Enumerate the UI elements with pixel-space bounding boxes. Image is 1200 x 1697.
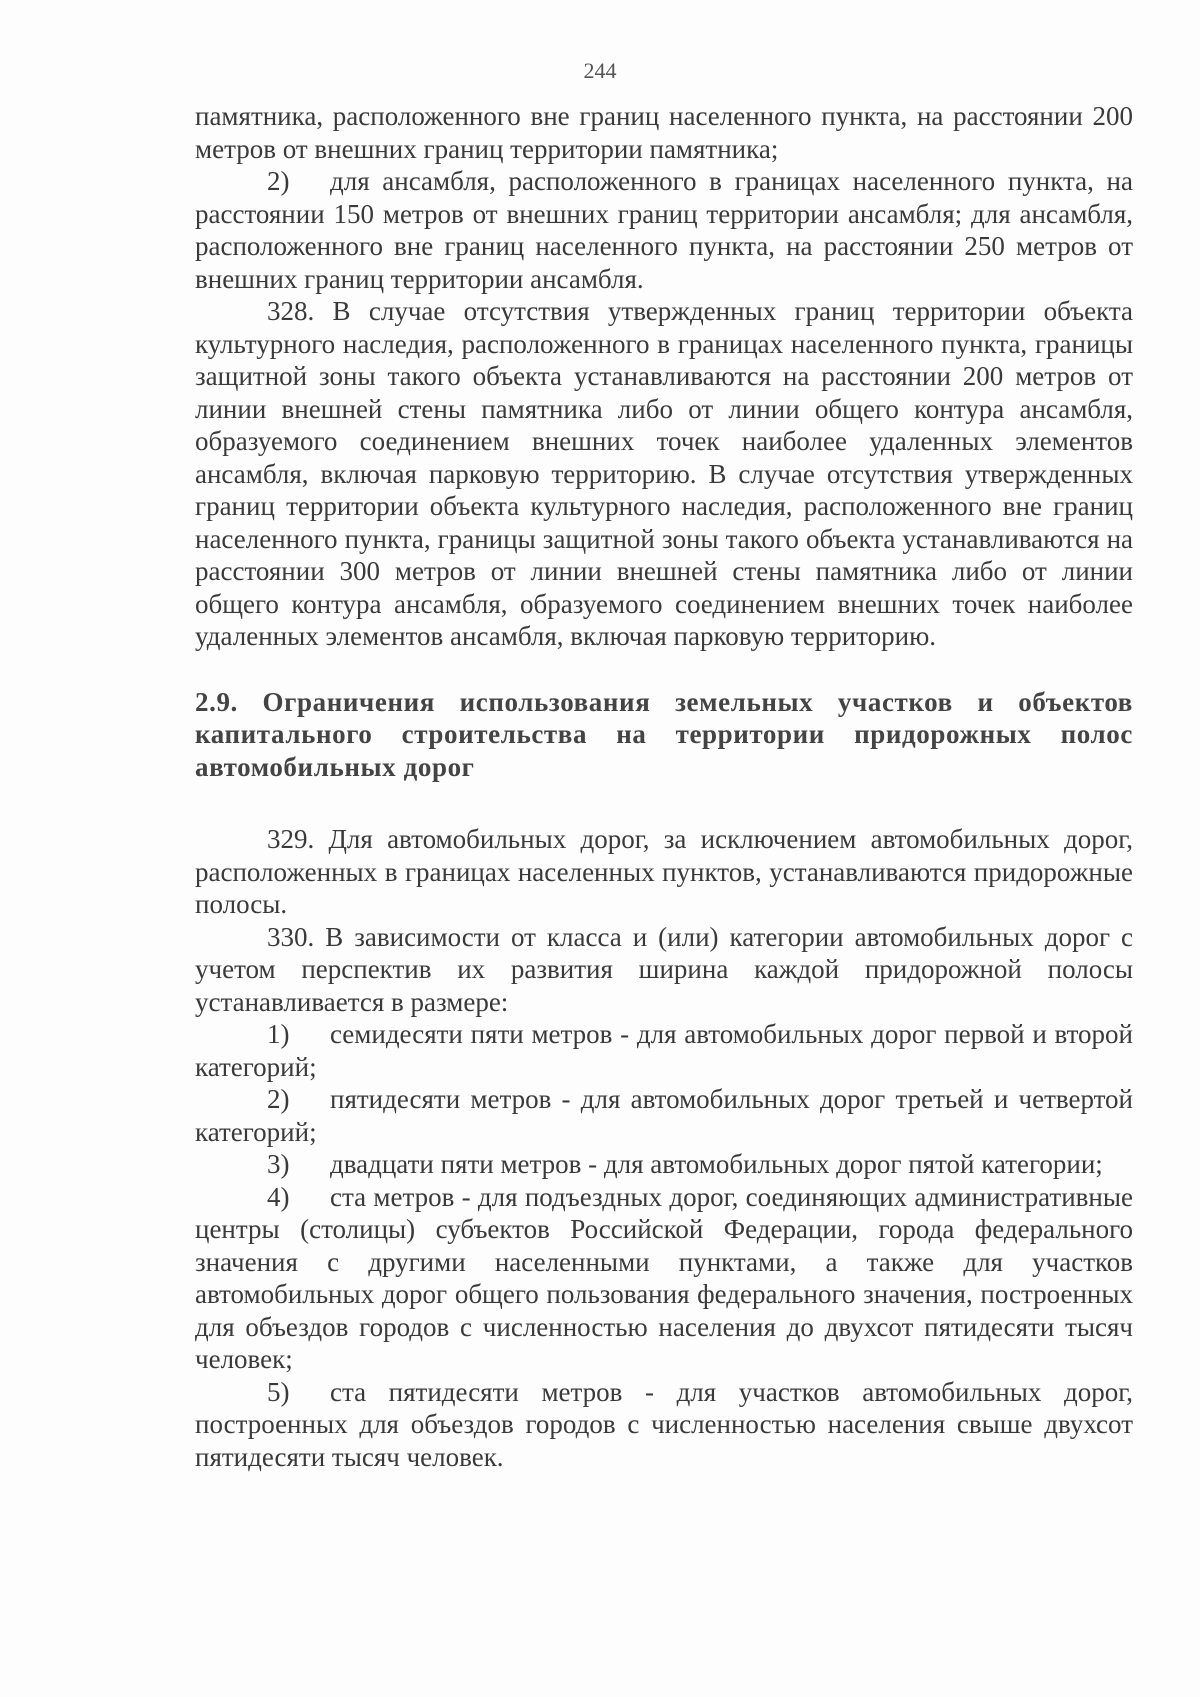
paragraphs-before — [195, 100, 1133, 653]
section-heading: 2.9. Ограничения использования земельных участков и объектов капитального строительства на территории придорожных полос автомобильных дорог — [195, 686, 1133, 782]
list-item: 1) семидесяти пяти метров - для автомобильных дорог первой и второй категорий; — [195, 1019, 1133, 1082]
page-number: 244 — [583, 58, 617, 83]
list-item: 4) ста метров - для подъездных дорог, соединяющих административные центры (столицы) субъектов Российской Федерации, города федерального значения с другими населенными пунктами, а также для участков автомобильных дорог общего пользования федерального значения, построенных для объездов городов с численностью населения до двухсот пятидесяти тысяч человек; — [195, 1181, 1133, 1374]
document-body — [195, 100, 1133, 1473]
list-item: 3) двадцати пяти метров - для автомобильных дорог пятой категории; — [267, 1149, 1103, 1179]
paragraphs-after — [195, 823, 1133, 1473]
paragraph: 329. Для автомобильных дорог, за исключением автомобильных дорог, расположенных в границах населенных пунктов, устанавливаются придорожные полосы. — [195, 824, 1133, 919]
list-item: 2) пятидесяти метров - для автомобильных дорог третьей и четвертой категорий; — [195, 1084, 1133, 1147]
paragraph: памятника, расположенного вне границ населенного пункта, на расстоянии 200 метров от внешних границ территории памятника; — [195, 101, 1133, 164]
paragraph: 330. В зависимости от класса и (или) категории автомобильных дорог с учетом перспектив их развития ширина каждой придорожной полосы устанавливается в размере: — [195, 921, 1133, 1017]
list-item: 5) ста пятидесяти метров - для участков автомобильных дорог, построенных для объездов городов с численностью населения свыше двухсот пятидесяти тысяч человек. — [195, 1376, 1133, 1472]
paragraph: 2) для ансамбля, расположенного в границах населенного пункта, на расстоянии 150 метров от внешних границ территории ансамбля; для ансамбля, расположенного вне границ населенного пункта, на расстоянии 250 метров от внешних границ территории ансамбля. — [195, 166, 1133, 294]
paragraph: 328. В случае отсутствия утвержденных границ территории объекта культурного наследия, расположенного в границах населенного пункта, границы защитной зоны такого объекта устанавливаются на расстоянии 200 метров от линии внешней стены памятника либо от линии общего контура ансамбля, образуемого соединением внешних точек наиболее удаленных элементов ансамбля, включая парковую территорию. В случае отсутствия утвержденных границ территории объекта культурного наследия, расположенного вне границ населенного пункта, границы защитной зоны такого объекта устанавливаются на расстоянии 300 метров от линии внешней стены памятника либо от линии общего контура ансамбля, образуемого соединением внешних точек наиболее удаленных элементов ансамбля, включая парковую территорию. — [195, 296, 1133, 651]
